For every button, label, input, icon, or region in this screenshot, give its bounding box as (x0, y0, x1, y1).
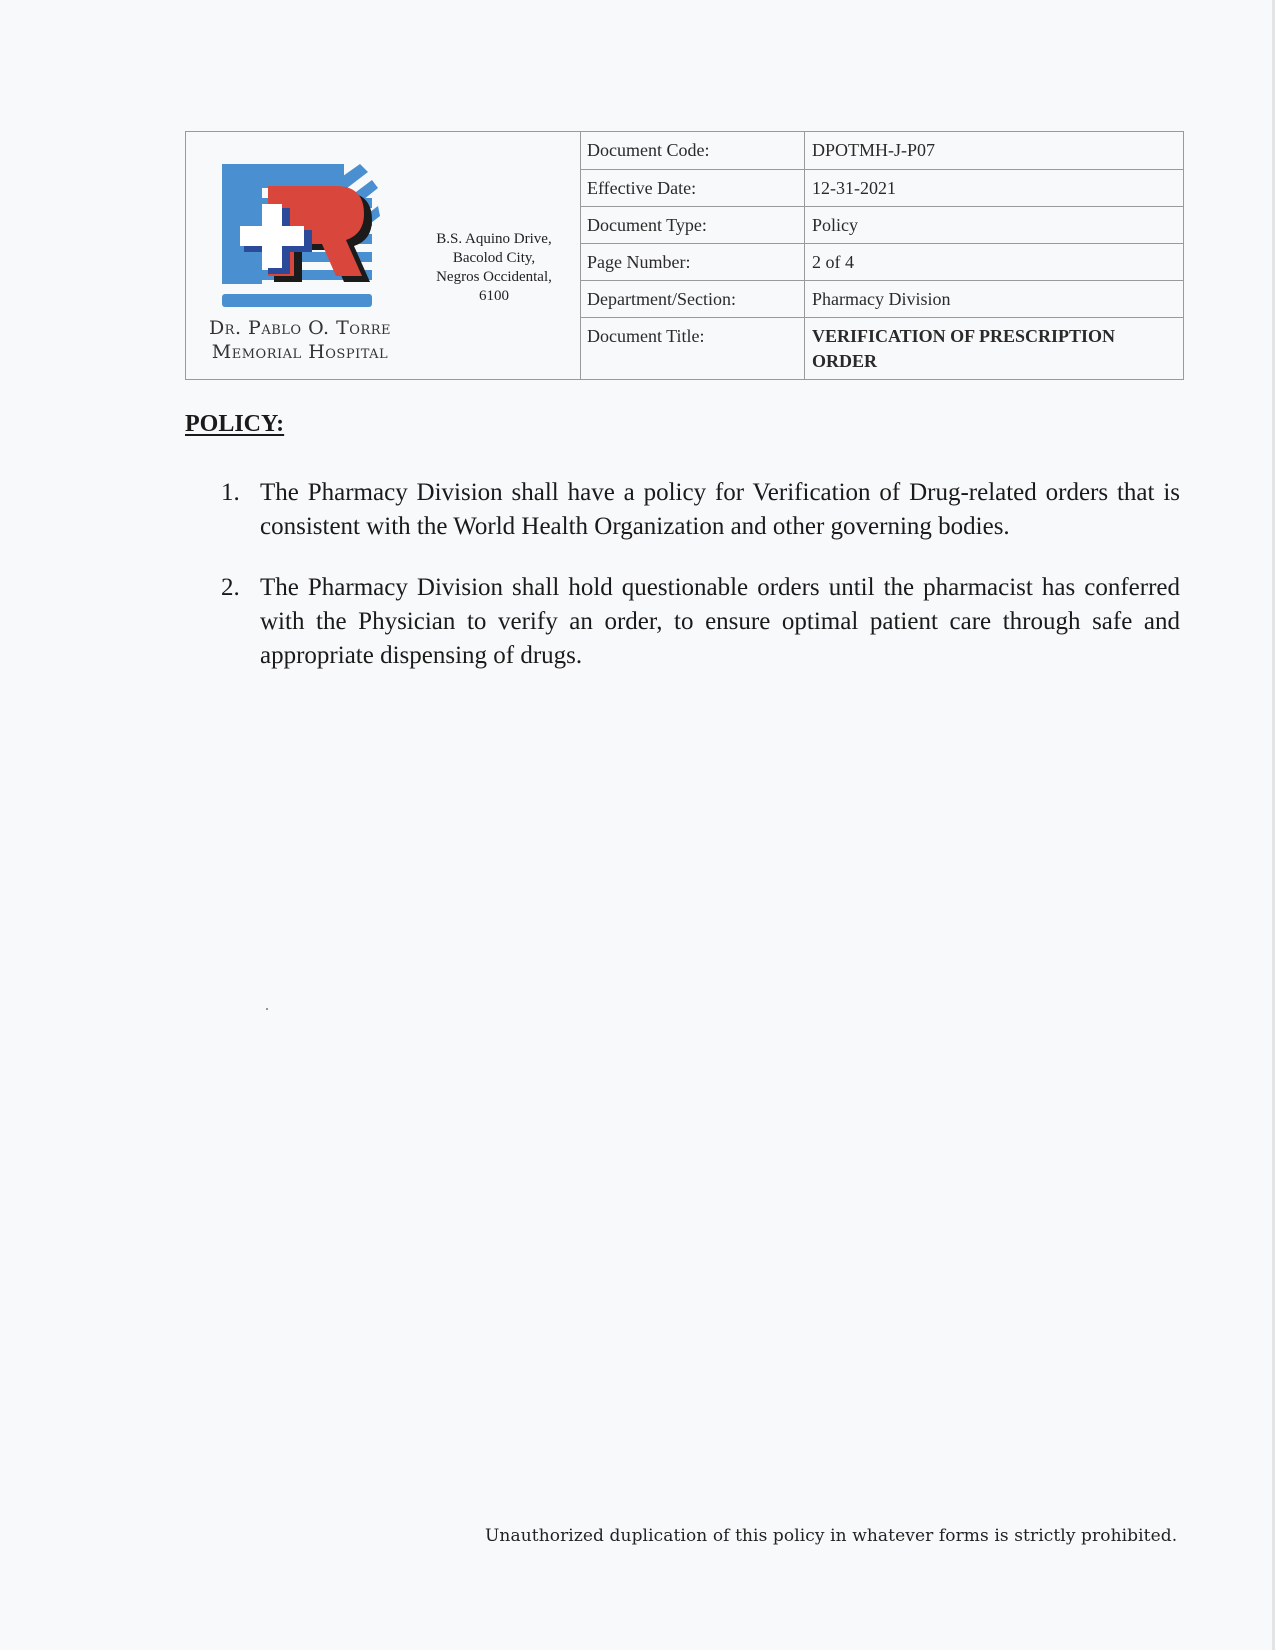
hospital-name (186, 316, 414, 364)
policy-heading: POLICY: (185, 411, 285, 437)
hospital-logo (222, 164, 380, 312)
document-title: VERIFICATION OF PRESCRIPTION ORDER (812, 326, 1116, 371)
policy-list (218, 476, 1180, 700)
info-label: Document Title: (581, 318, 805, 379)
address-line1: B.S. Aquino Drive, (436, 231, 552, 247)
policy-item-number: 1. (221, 479, 240, 506)
info-label: Department/Section: (581, 281, 805, 317)
info-row-department (581, 281, 1183, 318)
scan-speck (266, 1008, 268, 1010)
info-value: 12-31-2021 (812, 178, 896, 198)
info-row-document-code (581, 132, 1183, 170)
info-value: Pharmacy Division (812, 289, 951, 309)
info-row-document-title (581, 318, 1183, 379)
info-label: Page Number: (581, 244, 805, 280)
info-row-effective-date (581, 170, 1183, 207)
info-label: Document Code: (581, 132, 805, 169)
policy-item-number: 2. (221, 574, 240, 601)
hospital-name-line2: Memorial Hospital (211, 341, 389, 363)
hospital-address (414, 230, 574, 306)
document-info-grid (581, 132, 1183, 379)
document-header-table (185, 131, 1184, 380)
address-line4: 6100 (479, 288, 509, 304)
info-label: Document Type: (581, 207, 805, 243)
policy-item-text: The Pharmacy Division shall have a policy for Verification of Drug-related orders that is consistent with the World Health Organization and other governing bodies. (260, 479, 1180, 540)
info-value: 2 of 4 (812, 252, 854, 272)
policy-item-text: The Pharmacy Division shall hold questionable orders until the pharmacist has conferred with the Physician to verify an order, to ensure optimal patient care through safe and appropriate dispensing of drugs. (260, 574, 1180, 669)
hospital-name-line1: Dr. Pablo O. Torre (208, 317, 392, 339)
footer-notice: Unauthorized duplication of this policy in whatever forms is strictly prohibited. (485, 1526, 1178, 1546)
policy-item (218, 476, 1180, 544)
info-value: Policy (812, 215, 859, 235)
address-line3: Negros Occidental, (436, 269, 552, 285)
logo-cell (186, 132, 581, 379)
info-row-page-number (581, 244, 1183, 281)
info-label: Effective Date: (581, 170, 805, 206)
info-row-document-type (581, 207, 1183, 244)
address-line2: Bacolod City, (452, 250, 536, 266)
info-value: DPOTMH-J-P07 (812, 140, 936, 160)
policy-item (218, 571, 1180, 673)
